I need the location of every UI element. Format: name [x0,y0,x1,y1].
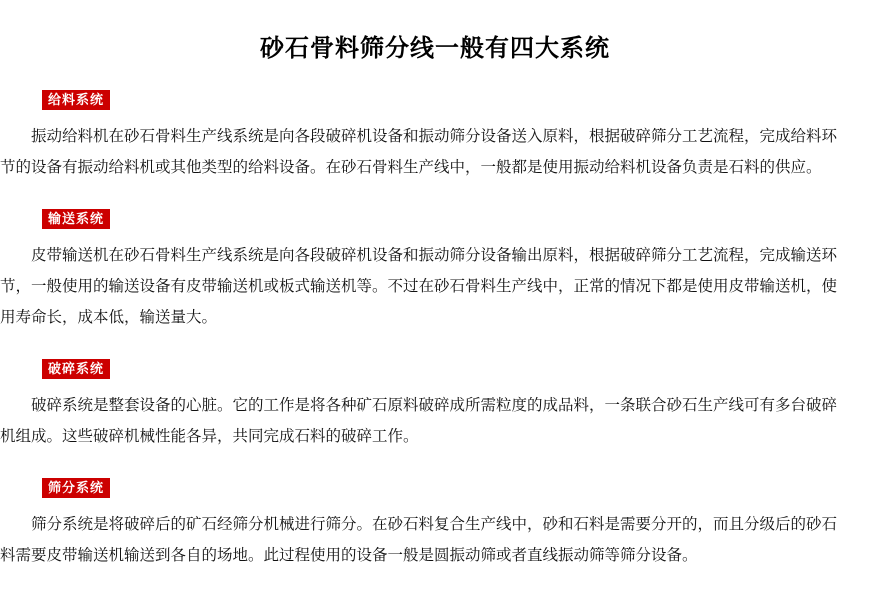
paragraph-line: 用寿命长，成本低，输送量大。 [0,309,218,327]
paragraph-line: 节的设备有振动给料机或其他类型的给料设备。在砂石骨料生产线中，一般都是使用振动给料机设备负责是石料的供应。 [0,159,822,177]
status-badge: 给料系统 [42,90,110,110]
paragraph-line: 破碎系统是整套设备的心脏。它的工作是将各种矿石原料破碎成所需粒度的成品料，一条联合砂石生产线可有多台破碎 [31,397,838,415]
paragraph-line: 筛分系统是将破碎后的矿石经筛分机械进行筛分。在砂石料复合生产线中，砂和石料是需要分开的，而且分级后的砂石 [31,516,838,534]
status-badge: 破碎系统 [42,359,110,379]
paragraph-line: 节，一般使用的输送设备有皮带输送机或板式输送机等。不过在砂石骨料生产线中，正常的情况下都是使用皮带输送机，使 [0,278,838,296]
section-heading [42,478,870,498]
section-screening [0,478,870,571]
paragraph-line: 料需要皮带输送机输送到各自的场地。此过程使用的设备一般是圆振动筛或者直线振动筛等筛分设备。 [0,547,698,565]
section-conveying [0,209,870,333]
page-title: 砂石骨料筛分线一般有四大系统 [260,35,610,62]
status-badge: 输送系统 [42,209,110,229]
section-heading [42,359,870,379]
section-crushing [0,359,870,452]
document-page [0,33,870,590]
section-body [0,240,870,333]
status-badge: 筛分系统 [42,478,110,498]
paragraph-line: 机组成。这些破碎机械性能各异，共同完成石料的破碎工作。 [0,428,419,446]
section-heading [42,209,870,229]
section-heading [42,90,870,110]
section-feeding [0,90,870,183]
section-body [0,121,870,183]
section-body [0,509,870,571]
paragraph-line: 皮带输送机在砂石骨料生产线系统是向各段破碎机设备和振动筛分设备输出原料，根据破碎筛分工艺流程，完成输送环 [31,247,838,265]
section-body [0,390,870,452]
paragraph-line: 振动给料机在砂石骨料生产线系统是向各段破碎机设备和振动筛分设备送入原料，根据破碎筛分工艺流程，完成给料环 [31,128,838,146]
